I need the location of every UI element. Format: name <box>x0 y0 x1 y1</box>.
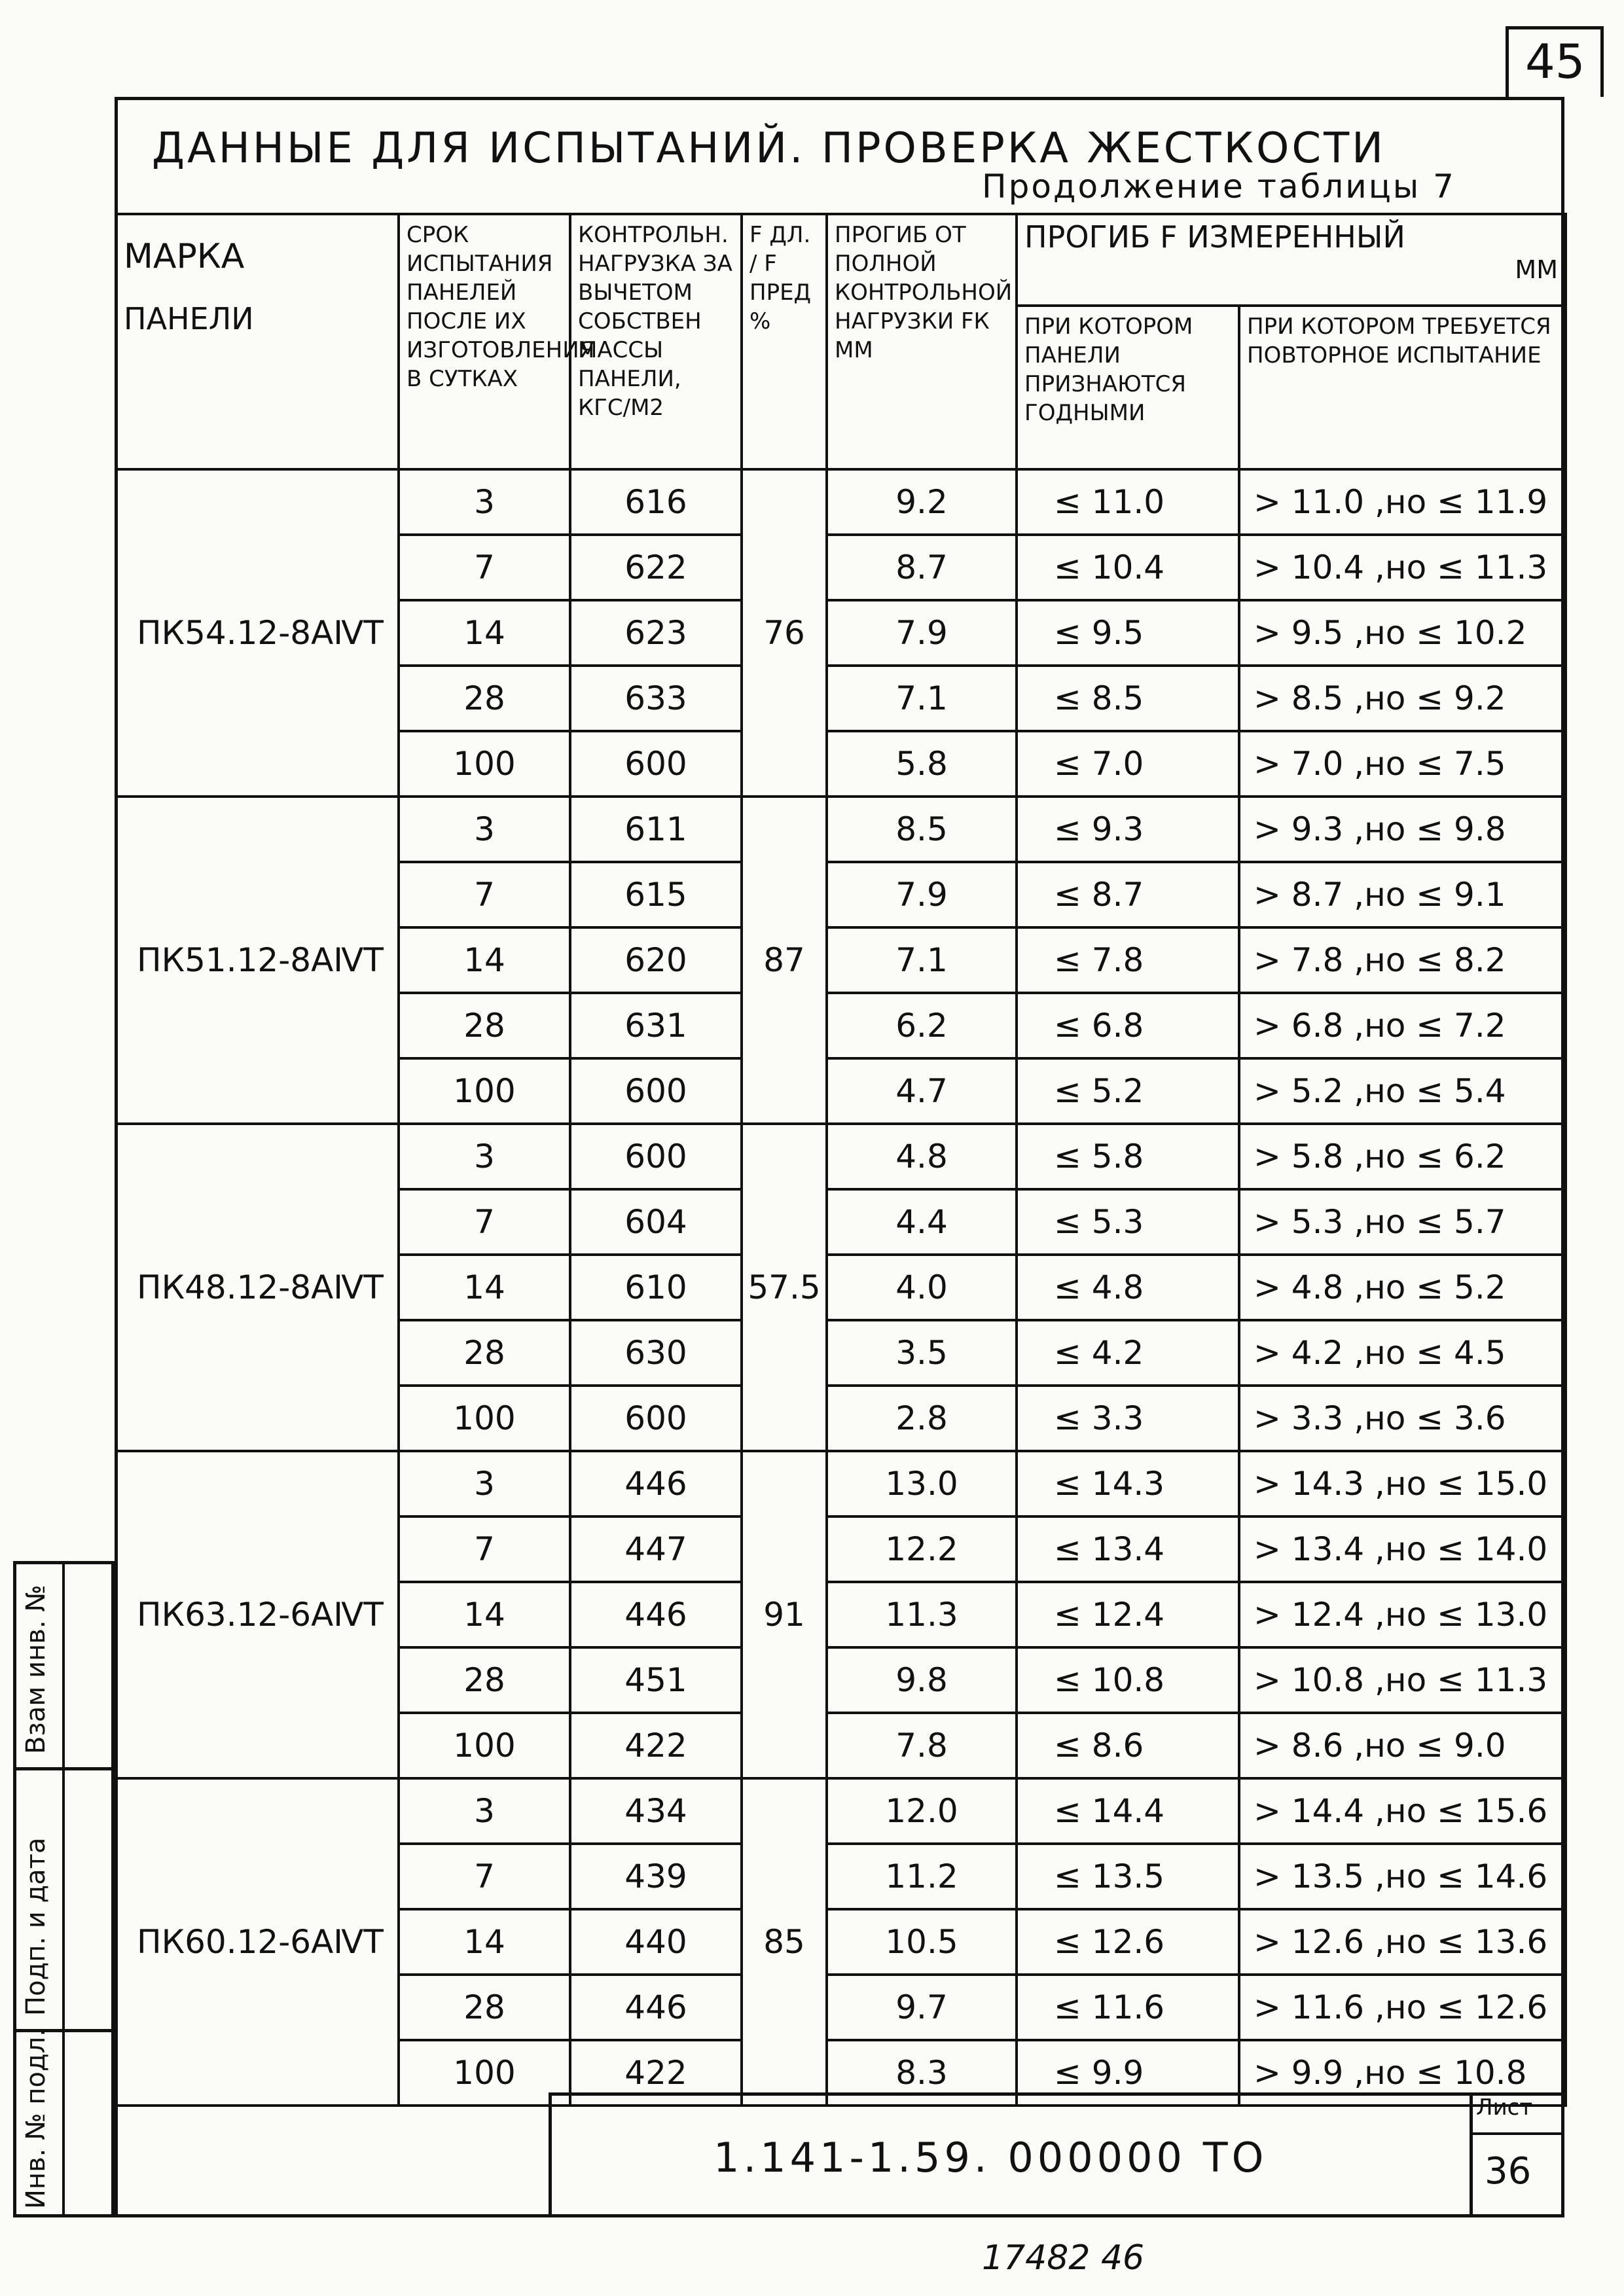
retest-cell: > 5.2 ,но ≤ 5.4 <box>1239 1058 1566 1124</box>
header-retest: ПРИ КОТОРОМ ТРЕБУЕТСЯ ПОВТОРНОЕ ИСПЫТАНИЕ <box>1239 306 1566 469</box>
limit-cell: ≤ 3.3 <box>1017 1386 1239 1451</box>
load-cell: 446 <box>570 1975 742 2040</box>
sheet-divider <box>1470 2132 1564 2135</box>
limit-cell: ≤ 6.8 <box>1017 993 1239 1058</box>
limit-cell: ≤ 14.3 <box>1017 1451 1239 1516</box>
deflection-cell: 10.5 <box>827 1909 1017 1975</box>
retest-cell: > 11.6 ,но ≤ 12.6 <box>1239 1975 1566 2040</box>
table-row <box>116 1451 1566 1516</box>
load-cell: 620 <box>570 927 742 993</box>
limit-cell: ≤ 5.2 <box>1017 1058 1239 1124</box>
term-cell: 28 <box>399 666 570 731</box>
deflection-cell: 7.1 <box>827 927 1017 993</box>
sidebar-podp-label: Подп. и дата <box>21 1837 51 2016</box>
term-cell: 100 <box>399 2040 570 2106</box>
deflection-cell: 9.7 <box>827 1975 1017 2040</box>
deflection-cell: 7.9 <box>827 600 1017 666</box>
retest-cell: > 9.9 ,но ≤ 10.8 <box>1239 2040 1566 2106</box>
limit-cell: ≤ 8.5 <box>1017 666 1239 731</box>
ratio-cell: 91 <box>742 1451 827 1778</box>
term-cell: 3 <box>399 1124 570 1189</box>
term-cell: 100 <box>399 1713 570 1778</box>
load-cell: 440 <box>570 1909 742 1975</box>
load-cell: 604 <box>570 1189 742 1255</box>
term-cell: 7 <box>399 1189 570 1255</box>
load-cell: 615 <box>570 862 742 927</box>
panel-mark: ПК48.12-8АⅣТ <box>116 1124 399 1451</box>
limit-cell: ≤ 14.4 <box>1017 1778 1239 1844</box>
limit-cell: ≤ 7.0 <box>1017 731 1239 797</box>
load-cell: 610 <box>570 1255 742 1320</box>
limit-cell: ≤ 13.4 <box>1017 1516 1239 1582</box>
limit-cell: ≤ 9.5 <box>1017 600 1239 666</box>
limit-cell: ≤ 5.8 <box>1017 1124 1239 1189</box>
retest-cell: > 12.4 ,но ≤ 13.0 <box>1239 1582 1566 1647</box>
retest-cell: > 7.8 ,но ≤ 8.2 <box>1239 927 1566 993</box>
sheet-label: Лист <box>1476 2094 1533 2121</box>
retest-cell: > 6.8 ,но ≤ 7.2 <box>1239 993 1566 1058</box>
deflection-cell: 12.0 <box>827 1778 1017 1844</box>
load-cell: 446 <box>570 1451 742 1516</box>
header-deflection-full: ПРОГИБ ОТ ПОЛНОЙ КОНТРОЛЬНОЙ НАГРУЗКИ FК ММ <box>827 214 1017 469</box>
deflection-cell: 7.8 <box>827 1713 1017 1778</box>
ratio-cell: 57.5 <box>742 1124 827 1451</box>
header-measured-unit: ММ <box>1515 255 1558 284</box>
header-mark-line2: ПАНЕЛИ <box>124 301 254 336</box>
limit-cell: ≤ 12.4 <box>1017 1582 1239 1647</box>
term-cell: 28 <box>399 993 570 1058</box>
load-cell: 600 <box>570 1386 742 1451</box>
deflection-cell: 4.8 <box>827 1124 1017 1189</box>
stiffness-test-table <box>115 213 1567 2107</box>
load-cell: 422 <box>570 2040 742 2106</box>
limit-cell: ≤ 9.9 <box>1017 2040 1239 2106</box>
load-cell: 623 <box>570 600 742 666</box>
limit-cell: ≤ 11.6 <box>1017 1975 1239 2040</box>
footer-handwritten-number: 17482 46 <box>982 2238 1145 2278</box>
term-cell: 3 <box>399 1778 570 1844</box>
term-cell: 7 <box>399 535 570 600</box>
sidebar-column-divider <box>62 1561 65 2217</box>
retest-cell: > 4.2 ,но ≤ 4.5 <box>1239 1320 1566 1386</box>
load-cell: 600 <box>570 1058 742 1124</box>
page-number: 45 <box>1525 34 1585 89</box>
deflection-cell: 9.2 <box>827 469 1017 535</box>
panel-mark: ПК60.12-6АⅣТ <box>116 1778 399 2106</box>
table-row <box>116 1778 1566 1844</box>
limit-cell: ≤ 13.5 <box>1017 1844 1239 1909</box>
table-row <box>116 1124 1566 1189</box>
ratio-cell: 76 <box>742 469 827 797</box>
header-mark <box>116 214 399 469</box>
limit-cell: ≤ 10.4 <box>1017 535 1239 600</box>
deflection-cell: 7.1 <box>827 666 1017 731</box>
load-cell: 631 <box>570 993 742 1058</box>
sidebar-divider <box>13 1767 115 1770</box>
header-ratio: F ДЛ. / F ПРЕД % <box>742 214 827 469</box>
limit-cell: ≤ 5.3 <box>1017 1189 1239 1255</box>
limit-cell: ≤ 4.2 <box>1017 1320 1239 1386</box>
term-cell: 100 <box>399 1058 570 1124</box>
retest-cell: > 5.3 ,но ≤ 5.7 <box>1239 1189 1566 1255</box>
panel-mark: ПК51.12-8АⅣТ <box>116 797 399 1124</box>
page-title: ДАННЫЕ ДЛЯ ИСПЫТАНИЙ. ПРОВЕРКА ЖЕСТКОСТИ <box>152 124 1386 173</box>
retest-cell: > 8.5 ,но ≤ 9.2 <box>1239 666 1566 731</box>
document-code: 1.141-1.59. 000000 ТО <box>713 2134 1268 2181</box>
retest-cell: > 14.4 ,но ≤ 15.6 <box>1239 1778 1566 1844</box>
deflection-cell: 6.2 <box>827 993 1017 1058</box>
load-cell: 434 <box>570 1778 742 1844</box>
retest-cell: > 13.4 ,но ≤ 14.0 <box>1239 1516 1566 1582</box>
deflection-cell: 8.7 <box>827 535 1017 600</box>
table-continuation-label: Продолжение таблицы 7 <box>982 168 1456 206</box>
deflection-cell: 2.8 <box>827 1386 1017 1451</box>
limit-cell: ≤ 11.0 <box>1017 469 1239 535</box>
sheet-number: 36 <box>1485 2150 1532 2193</box>
term-cell: 14 <box>399 1582 570 1647</box>
retest-cell: > 10.4 ,но ≤ 11.3 <box>1239 535 1566 600</box>
table-body <box>116 469 1566 2106</box>
header-mark-line1: МАРКА <box>124 237 245 276</box>
retest-cell: > 9.5 ,но ≤ 10.2 <box>1239 600 1566 666</box>
term-cell: 7 <box>399 862 570 927</box>
header-term: СРОК ИСПЫТАНИЯ ПАНЕЛЕЙ ПОСЛЕ ИХ ИЗГОТОВЛЕНИЯ В СУТКАХ <box>399 214 570 469</box>
term-cell: 28 <box>399 1975 570 2040</box>
term-cell: 14 <box>399 600 570 666</box>
term-cell: 3 <box>399 797 570 862</box>
load-cell: 439 <box>570 1844 742 1909</box>
load-cell: 446 <box>570 1582 742 1647</box>
term-cell: 14 <box>399 1909 570 1975</box>
load-cell: 451 <box>570 1647 742 1713</box>
deflection-cell: 7.9 <box>827 862 1017 927</box>
term-cell: 7 <box>399 1516 570 1582</box>
term-cell: 7 <box>399 1844 570 1909</box>
term-cell: 28 <box>399 1647 570 1713</box>
term-cell: 3 <box>399 1451 570 1516</box>
sidebar-vzam-label: Взам инв. № <box>21 1585 51 1754</box>
load-cell: 600 <box>570 731 742 797</box>
term-cell: 28 <box>399 1320 570 1386</box>
deflection-cell: 5.8 <box>827 731 1017 797</box>
limit-cell: ≤ 7.8 <box>1017 927 1239 993</box>
retest-cell: > 13.5 ,но ≤ 14.6 <box>1239 1844 1566 1909</box>
panel-mark: ПК63.12-6АⅣТ <box>116 1451 399 1778</box>
load-cell: 630 <box>570 1320 742 1386</box>
limit-cell: ≤ 4.8 <box>1017 1255 1239 1320</box>
header-suitable: ПРИ КОТОРОМ ПАНЕЛИ ПРИЗНАЮТСЯ ГОДНЫМИ <box>1017 306 1239 469</box>
term-cell: 14 <box>399 927 570 993</box>
retest-cell: > 3.3 ,но ≤ 3.6 <box>1239 1386 1566 1451</box>
ratio-cell: 85 <box>742 1778 827 2106</box>
term-cell: 14 <box>399 1255 570 1320</box>
deflection-cell: 9.8 <box>827 1647 1017 1713</box>
limit-cell: ≤ 12.6 <box>1017 1909 1239 1975</box>
load-cell: 633 <box>570 666 742 731</box>
load-cell: 616 <box>570 469 742 535</box>
deflection-cell: 3.5 <box>827 1320 1017 1386</box>
deflection-cell: 4.0 <box>827 1255 1017 1320</box>
deflection-cell: 4.4 <box>827 1189 1017 1255</box>
panel-mark: ПК54.12-8АⅣТ <box>116 469 399 797</box>
deflection-cell: 12.2 <box>827 1516 1017 1582</box>
load-cell: 422 <box>570 1713 742 1778</box>
sidebar-inv-label: Инв. № подл. <box>21 2028 51 2209</box>
load-cell: 447 <box>570 1516 742 1582</box>
load-cell: 611 <box>570 797 742 862</box>
retest-cell: > 5.8 ,но ≤ 6.2 <box>1239 1124 1566 1189</box>
deflection-cell: 4.7 <box>827 1058 1017 1124</box>
retest-cell: > 8.6 ,но ≤ 9.0 <box>1239 1713 1566 1778</box>
retest-cell: > 7.0 ,но ≤ 7.5 <box>1239 731 1566 797</box>
limit-cell: ≤ 8.7 <box>1017 862 1239 927</box>
retest-cell: > 14.3 ,но ≤ 15.0 <box>1239 1451 1566 1516</box>
header-measured <box>1017 214 1566 306</box>
deflection-cell: 13.0 <box>827 1451 1017 1516</box>
header-measured-label: ПРОГИБ F ИЗМЕРЕННЫЙ <box>1024 219 1405 255</box>
retest-cell: > 12.6 ,но ≤ 13.6 <box>1239 1909 1566 1975</box>
term-cell: 100 <box>399 1386 570 1451</box>
deflection-cell: 11.2 <box>827 1844 1017 1909</box>
retest-cell: > 4.8 ,но ≤ 5.2 <box>1239 1255 1566 1320</box>
deflection-cell: 8.3 <box>827 2040 1017 2106</box>
deflection-cell: 8.5 <box>827 797 1017 862</box>
load-cell: 622 <box>570 535 742 600</box>
retest-cell: > 8.7 ,но ≤ 9.1 <box>1239 862 1566 927</box>
header-load: КОНТРОЛЬН. НАГРУЗКА ЗА ВЫЧЕТОМ СОБСТВЕН МАССЫ ПАНЕЛИ, КГС/М2 <box>570 214 742 469</box>
retest-cell: > 10.8 ,но ≤ 11.3 <box>1239 1647 1566 1713</box>
retest-cell: > 11.0 ,но ≤ 11.9 <box>1239 469 1566 535</box>
table-row <box>116 469 1566 535</box>
limit-cell: ≤ 10.8 <box>1017 1647 1239 1713</box>
ratio-cell: 87 <box>742 797 827 1124</box>
limit-cell: ≤ 9.3 <box>1017 797 1239 862</box>
limit-cell: ≤ 8.6 <box>1017 1713 1239 1778</box>
retest-cell: > 9.3 ,но ≤ 9.8 <box>1239 797 1566 862</box>
term-cell: 100 <box>399 731 570 797</box>
term-cell: 3 <box>399 469 570 535</box>
deflection-cell: 11.3 <box>827 1582 1017 1647</box>
table-row <box>116 797 1566 862</box>
load-cell: 600 <box>570 1124 742 1189</box>
